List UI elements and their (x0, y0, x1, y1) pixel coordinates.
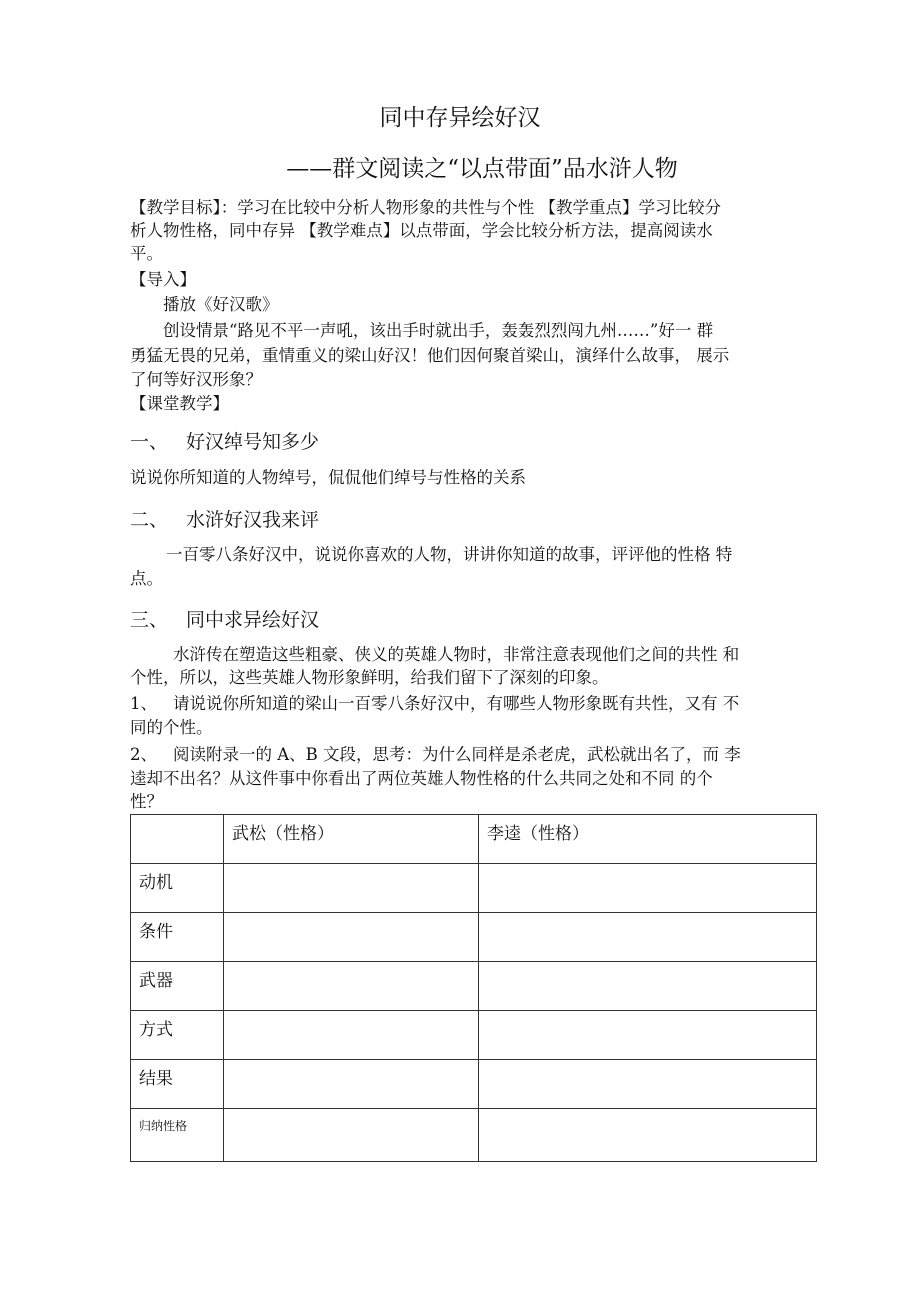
question1-line-2: 同的个性。 (130, 718, 213, 737)
table-header-row (131, 815, 817, 864)
table-row (131, 913, 817, 962)
row-label-method: 方式 (131, 1011, 224, 1060)
table-row (131, 1011, 817, 1060)
row-label-weapon: 武器 (131, 962, 224, 1011)
cell-likui-condition[interactable] (479, 913, 817, 962)
table-row (131, 1060, 817, 1109)
table-row (131, 962, 817, 1011)
cell-wusong-result[interactable] (224, 1060, 479, 1109)
section3-line-1: 水浒传在塑造这些粗豪、侠义的英雄人物时，非常注意表现他们之间的共性 和 (173, 645, 740, 664)
cell-wusong-condition[interactable] (224, 913, 479, 962)
goals-line-3: 平。 (130, 244, 163, 263)
page-subtitle: ——群文阅读之“以点带面”品水浒人物 (286, 156, 678, 182)
section2-line-2: 点。 (130, 569, 163, 588)
intro-line-1: 播放《好汉歌》 (163, 295, 279, 314)
question1-line-1: 请说说你所知道的梁山一百零八条好汉中，有哪些人物形象既有共性，又有 不 (173, 694, 740, 713)
cell-likui-weapon[interactable] (479, 962, 817, 1011)
cell-wusong-character[interactable] (224, 1109, 479, 1162)
row-label-result: 结果 (131, 1060, 224, 1109)
cell-likui-result[interactable] (479, 1060, 817, 1109)
section1-body: 说说你所知道的人物绰号，侃侃他们绰号与性格的关系 (130, 468, 526, 487)
cell-likui-character[interactable] (479, 1109, 817, 1162)
table-header-wusong: 武松（性格） (224, 815, 479, 864)
cell-wusong-weapon[interactable] (224, 962, 479, 1011)
question2-number: 2、 (130, 745, 157, 764)
class-heading: 【课堂教学】 (130, 394, 229, 413)
section1-number: 一、 (130, 431, 169, 453)
intro-line-4: 了何等好汉形象？ (130, 370, 262, 389)
question2-line-3: 性？ (130, 792, 163, 811)
page-title: 同中存异绘好汉 (379, 105, 541, 131)
intro-line-3: 勇猛无畏的兄弟，重情重义的梁山好汉！他们因何聚首梁山，演绎什么故事， 展示 (130, 346, 730, 365)
question2-line-1: 阅读附录一的 A、B 文段，思考：为什么同样是杀老虎，武松就出名了，而 李 (173, 745, 741, 764)
intro-line-2: 创设情景“路见不平一声吼，该出手时就出手，轰轰烈烈闯九州……”好一 群 (163, 321, 714, 340)
goals-line-1: 【教学目标】：学习在比较中分析人物形象的共性与个性 【教学重点】学习比较分 (130, 198, 721, 217)
cell-likui-method[interactable] (479, 1011, 817, 1060)
section2-number: 二、 (130, 509, 169, 531)
row-label-character: 归纳性格 (131, 1109, 224, 1162)
row-label-condition: 条件 (131, 913, 224, 962)
row-label-motive: 动机 (131, 864, 224, 913)
section3-title: 同中求异绘好汉 (186, 609, 320, 631)
cell-wusong-motive[interactable] (224, 864, 479, 913)
cell-wusong-method[interactable] (224, 1011, 479, 1060)
cell-likui-motive[interactable] (479, 864, 817, 913)
goals-line-2: 析人物性格，同中存异 【教学难点】以点带面，学会比较分析方法，提高阅读水 (130, 221, 713, 240)
table-header-blank (131, 815, 224, 864)
section3-line-2: 个性，所以，这些英雄人物形象鲜明，给我们留下了深刻的印象。 (130, 668, 609, 687)
section2-title: 水浒好汉我来评 (186, 509, 320, 531)
table-header-likui: 李逵（性格） (479, 815, 817, 864)
intro-heading: 【导入】 (130, 270, 196, 289)
comparison-table (130, 814, 817, 1162)
question2-line-2: 逵却不出名？从这件事中你看出了两位英雄人物性格的什么共同之处和不同 的个 (130, 769, 713, 788)
table-row (131, 864, 817, 913)
section2-line-1: 一百零八条好汉中，说说你喜欢的人物，讲讲你知道的故事，评评他的性格 特 (166, 545, 733, 564)
question1-number: 1、 (130, 694, 157, 713)
section1-title: 好汉绰号知多少 (186, 431, 320, 453)
table-row (131, 1109, 817, 1162)
section3-number: 三、 (130, 609, 169, 631)
